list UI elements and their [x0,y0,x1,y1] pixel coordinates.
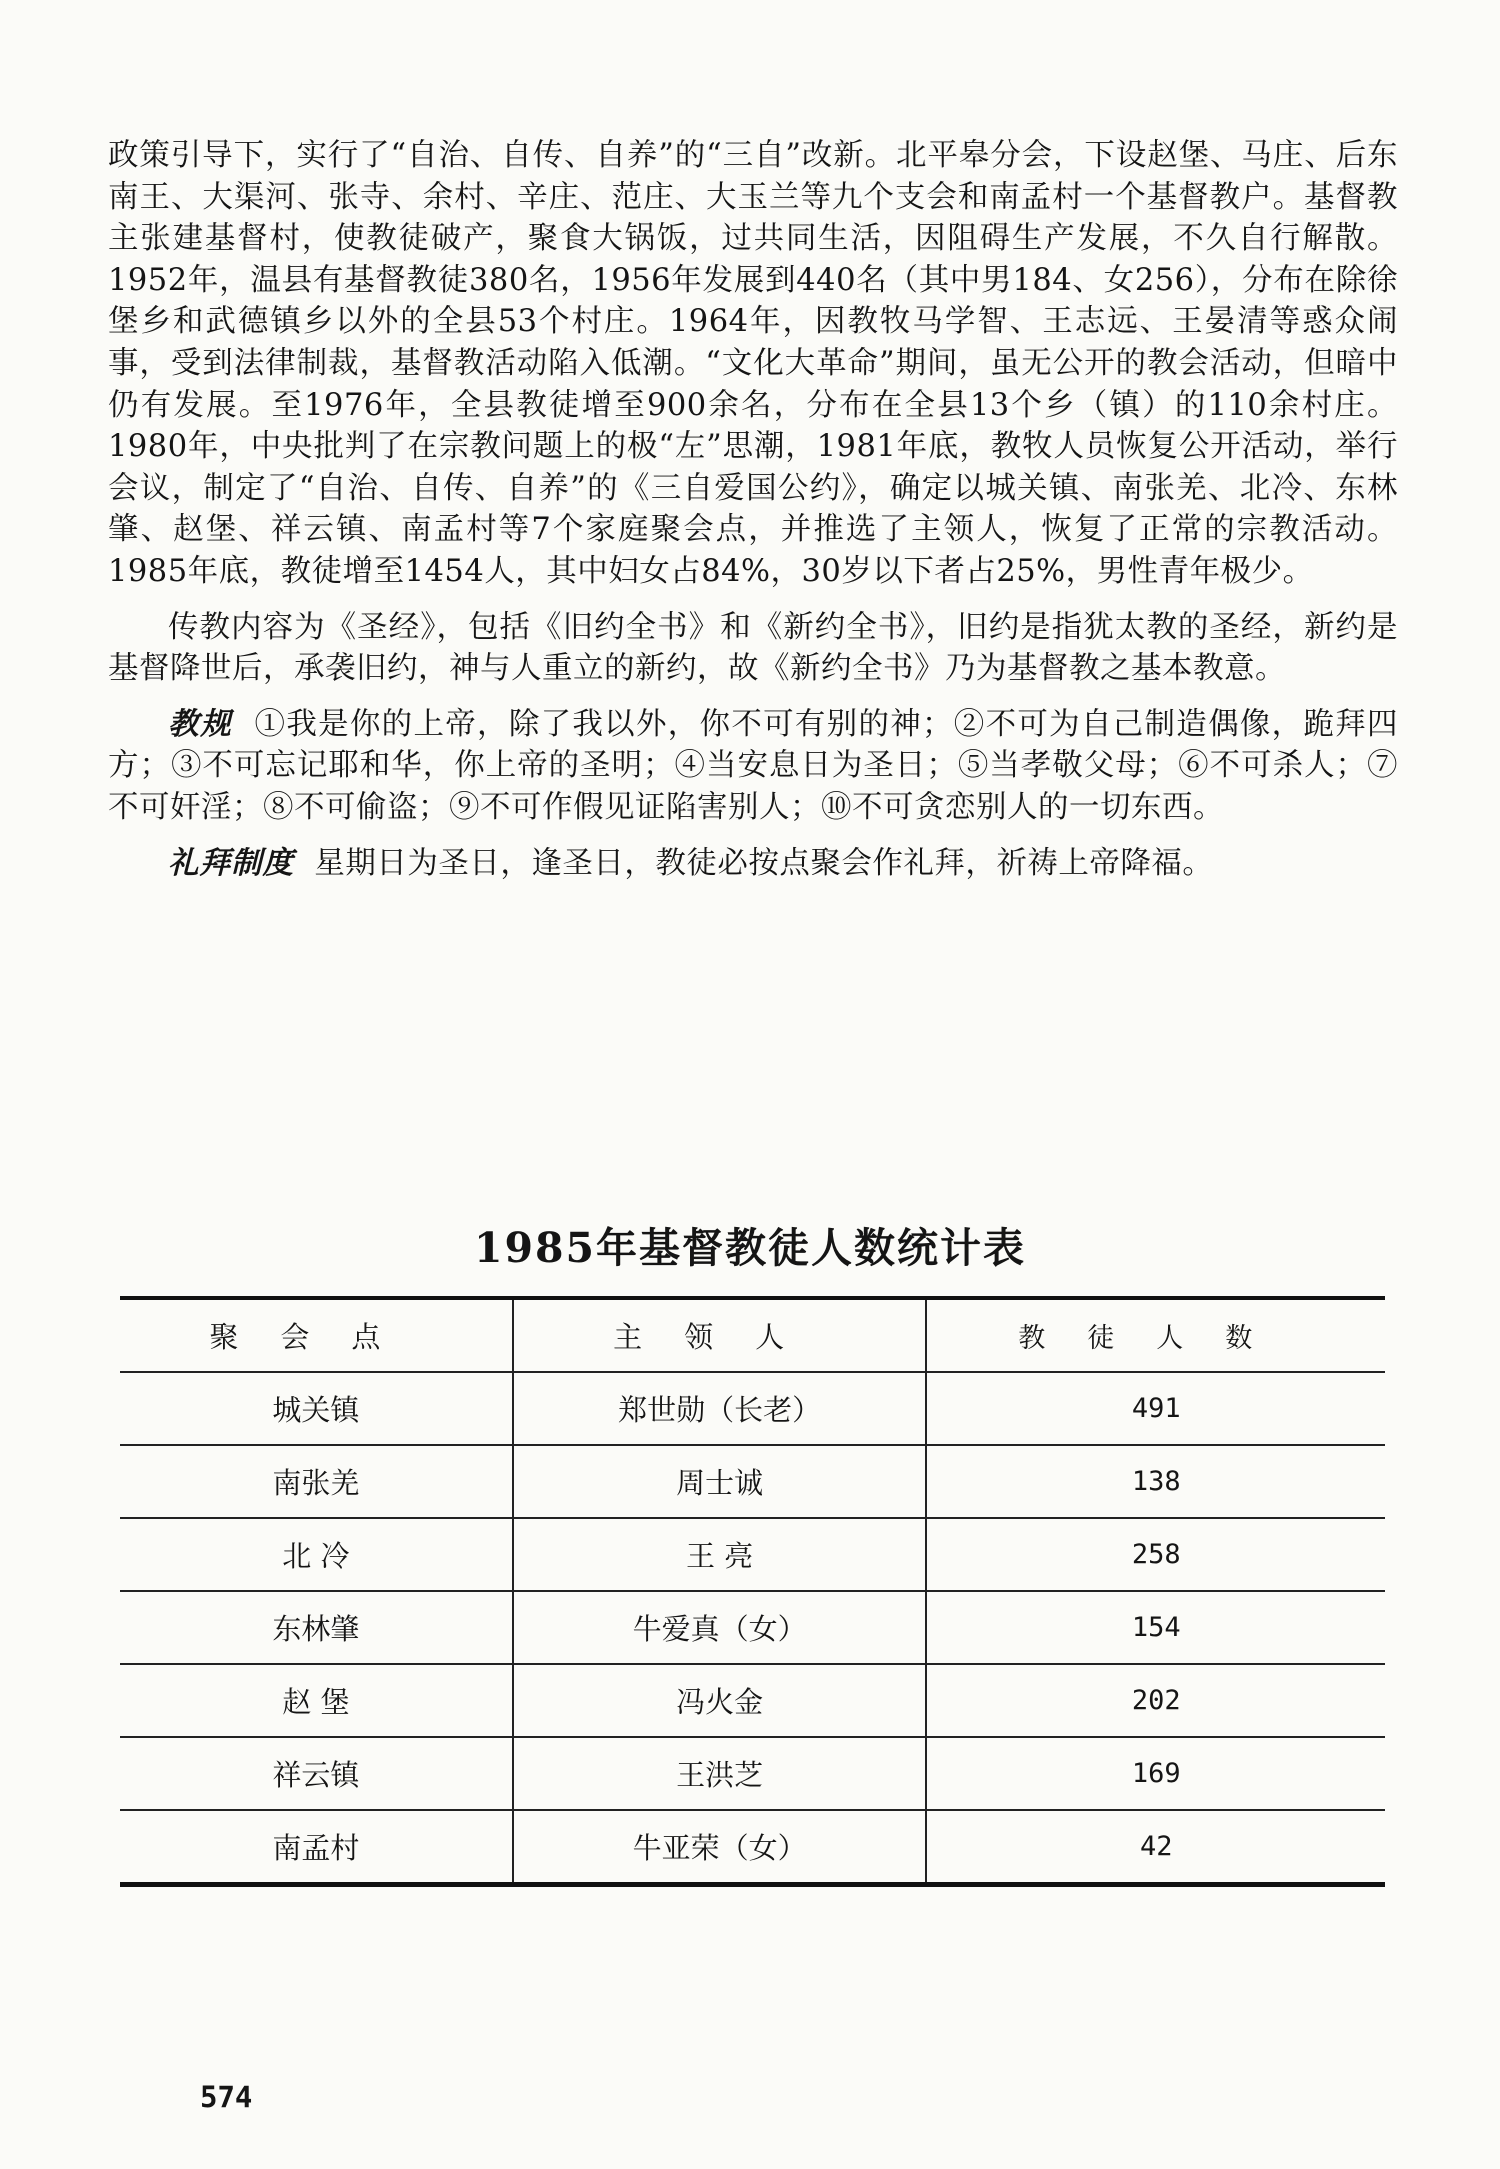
cell-member-count: 169 [926,1737,1385,1810]
worship-heading: 礼拜制度 [168,844,294,881]
statistics-table [120,1296,1385,1887]
cell-member-count: 202 [926,1664,1385,1737]
cell-member-count: 258 [926,1518,1385,1591]
body-text [108,135,1398,884]
header-leader: 主领人 [513,1298,927,1372]
cell-leader: 冯火金 [513,1664,927,1737]
cell-member-count: 491 [926,1372,1385,1445]
cell-member-count: 138 [926,1445,1385,1518]
cell-gathering-point: 北 冷 [120,1518,513,1591]
cell-gathering-point: 祥云镇 [120,1737,513,1810]
worship-text: 星期日为圣日，逢圣日，教徒必按点聚会作礼拜，祈祷上帝降福。 [314,845,1214,881]
cell-leader: 周士诚 [513,1445,927,1518]
commandments-text: ①我是你的上帝，除了我以外，你不可有别的神；②不可为自己制造偶像，跪拜四方；③不可忘记耶和华，你上帝的圣明；④当安息日为圣日；⑤当孝敬父母；⑥不可杀人；⑦不可奸淫；⑧不可偷盗；⑨不可作假见证陷害别人；⑩不可贪恋别人的一切东西。 [108,706,1399,825]
commandments-heading: 教规 [168,705,233,742]
cell-leader: 牛亚荣（女） [513,1810,927,1885]
table-row [120,1445,1385,1518]
cell-gathering-point: 城关镇 [120,1372,513,1445]
table-header-row [120,1298,1385,1372]
cell-leader: 郑世勋（长老） [513,1372,927,1445]
paragraph-scripture: 传教内容为《圣经》，包括《旧约全书》和《新约全书》，旧约是指犹太教的圣经，新约是基督降世后，承袭旧约，神与人重立的新约，故《新约全书》乃为基督教之基本教意。 [108,609,1398,687]
page-number: 574 [200,2080,253,2114]
table-row [120,1810,1385,1885]
header-member-count: 教徒人数 [926,1298,1385,1372]
paragraph-commandments [108,704,1398,829]
table-row [120,1737,1385,1810]
header-gathering-point: 聚会点 [120,1298,513,1372]
paragraph-history: 政策引导下，实行了“自治、自传、自养”的“三自”改新。北平皋分会，下设赵堡、马庄、后东南王、大渠河、张寺、余村、辛庄、范庄、大玉兰等九个支会和南孟村一个基督教户。基督教主张建基督村，使教徒破产，聚食大锅饭，过共同生活，因阻碍生产发展，不久自行解散。1952年，温县有基督教徒380名，1956年发展到440名（其中男184、女256），分布在除徐堡乡和武德镇乡以外的全县53个村庄。1964年，因教牧马学智、王志远、王晏清等惑众闹事，受到法律制裁，基督教活动陷入低潮。“文化大革命”期间，虽无公开的教会活动，但暗中仍有发展。至1976年，全县教徒增至900余名，分布在全县13个乡（镇）的110余村庄。1980年，中央批判了在宗教问题上的极“左”思潮，1981年底，教牧人员恢复公开活动，举行会议，制定了“自治、自传、自养”的《三自爱国公约》，确定以城关镇、南张羌、北冷、东林肇、赵堡、祥云镇、南孟村等7个家庭聚会点，并推选了主领人，恢复了正常的宗教活动。1985年底，教徒增至1454人，其中妇女占84%，30岁以下者占25%，男性青年极少。 [108,138,1398,589]
cell-gathering-point: 南孟村 [120,1810,513,1885]
cell-leader: 王 亮 [513,1518,927,1591]
cell-gathering-point: 南张羌 [120,1445,513,1518]
cell-member-count: 42 [926,1810,1385,1885]
cell-leader: 王洪芝 [513,1737,927,1810]
paragraph-worship [108,843,1398,885]
table-row [120,1372,1385,1445]
cell-member-count: 154 [926,1591,1385,1664]
table-row [120,1518,1385,1591]
table-row [120,1664,1385,1737]
cell-leader: 牛爱真（女） [513,1591,927,1664]
table-row [120,1591,1385,1664]
cell-gathering-point: 赵 堡 [120,1664,513,1737]
cell-gathering-point: 东林肇 [120,1591,513,1664]
table-title: 1985年基督教徒人数统计表 [473,1224,1027,1272]
